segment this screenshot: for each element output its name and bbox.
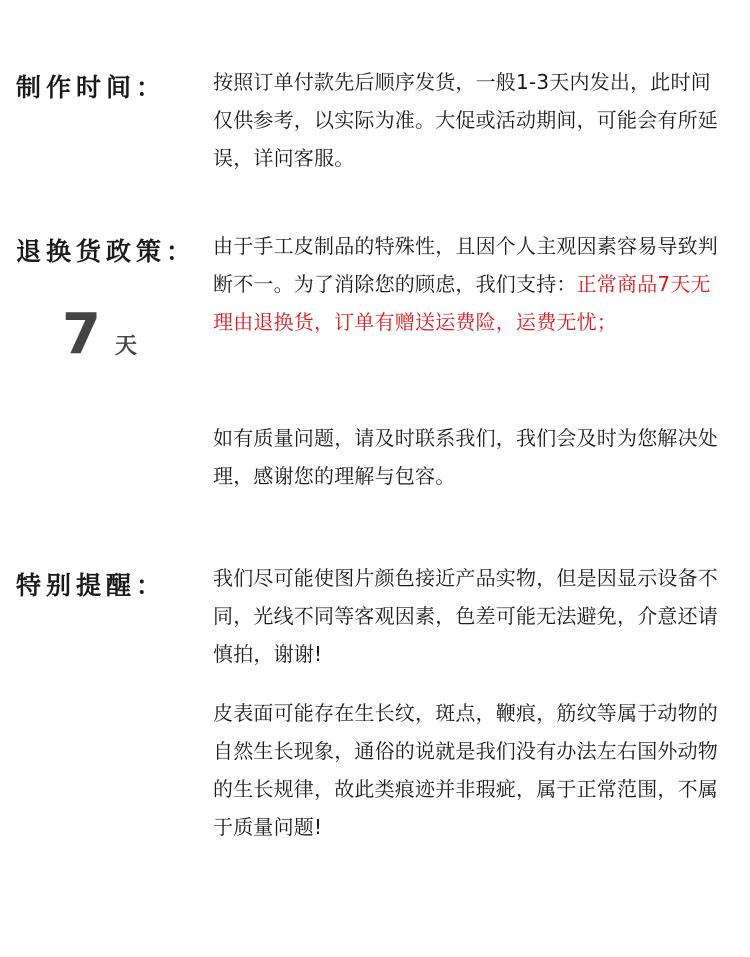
return-policy-intro: 由于手工皮制品的特殊性，且因个人主观因素容易导致判断不一。为了消除您的顾虑，我们支持： — [213, 234, 718, 296]
return-policy-label: 退换货政策： — [16, 237, 197, 266]
return-policy-highlight: 正常商品7天无理由退换货，订单有赠送运费险，运费无忧； — [213, 272, 711, 334]
production-time-label: 制作时间： — [16, 73, 167, 102]
return-days-number: 7 — [62, 302, 101, 367]
special-reminder-label: 特别提醒： — [16, 571, 167, 600]
return-policy-text — [213, 227, 718, 341]
production-time-text: 按照订单付款先后顺序发货，一般1-3天内发出，此时间仅供参考，以实际为准。大促或活动期间，可能会有所延误，详问客服。 — [213, 70, 718, 170]
return-days-badge — [62, 302, 137, 367]
return-policy-quality-text: 如有质量问题，请及时联系我们，我们会及时为您解决处理，感谢您的理解与包容。 — [213, 426, 718, 488]
special-reminder-leather-text: 皮表面可能存在生长纹，斑点，鞭痕，筋纹等属于动物的自然生长现象，通俗的说就是我们没有办法左右国外动物的生长规律，故此类痕迹并非瑕疵，属于正常范围，不属于质量问题! — [213, 701, 718, 839]
return-days-unit: 天 — [114, 334, 137, 359]
special-reminder-color-text: 我们尽可能使图片颜色接近产品实物，但是因显示设备不同，光线不同等客观因素，色差可能无法避免，介意还请慎拍，谢谢! — [213, 566, 718, 666]
